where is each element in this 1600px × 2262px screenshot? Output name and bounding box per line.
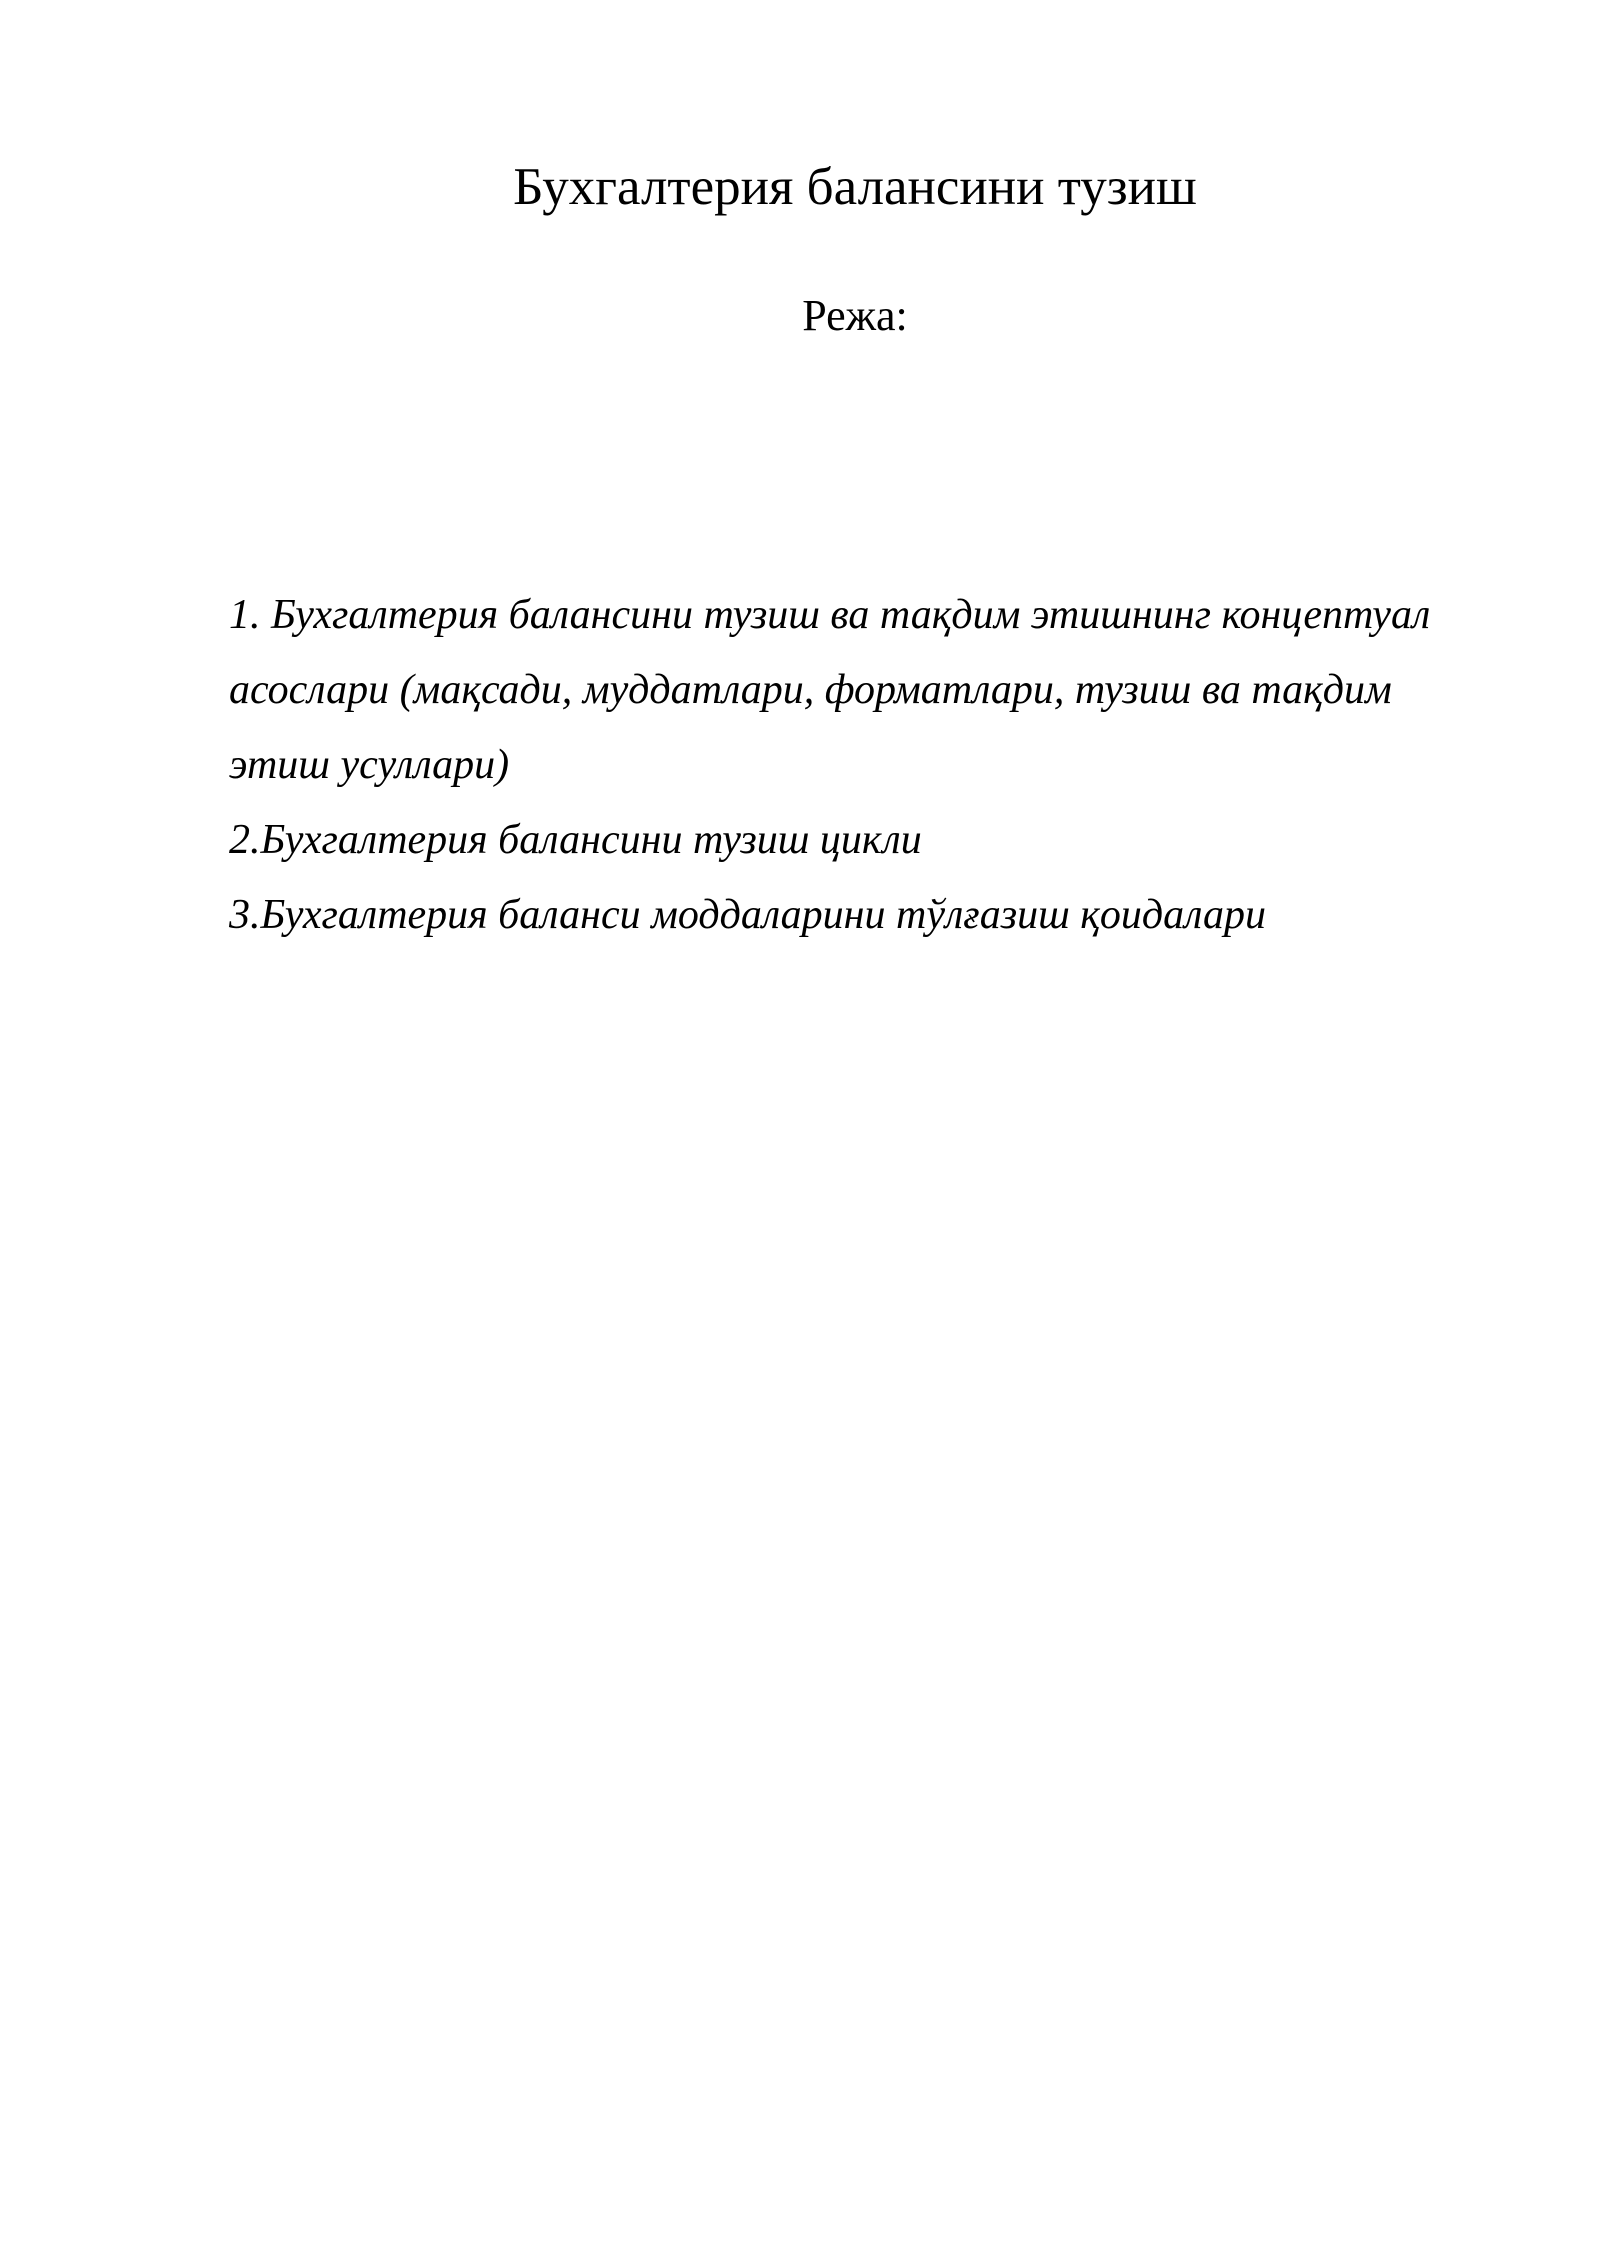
plan-item-2: 2.Бухгалтерия балансини тузиш цикли	[229, 817, 922, 863]
page-title: Бухгалтерия балансини тузиш	[513, 158, 1197, 216]
plan-list	[229, 578, 1489, 953]
plan-item-3: 3.Бухгалтерия баланси моддаларини тўлғазиш қоидалари	[229, 892, 1266, 938]
plan-heading: Режа:	[802, 291, 908, 340]
plan-item-1: 1. Бухгалтерия балансини тузиш ва тақдим этишнинг концептуал асослари (мақсади, муддатлари, форматлари, тузиш ва тақдим этиш усуллари)	[229, 592, 1431, 788]
